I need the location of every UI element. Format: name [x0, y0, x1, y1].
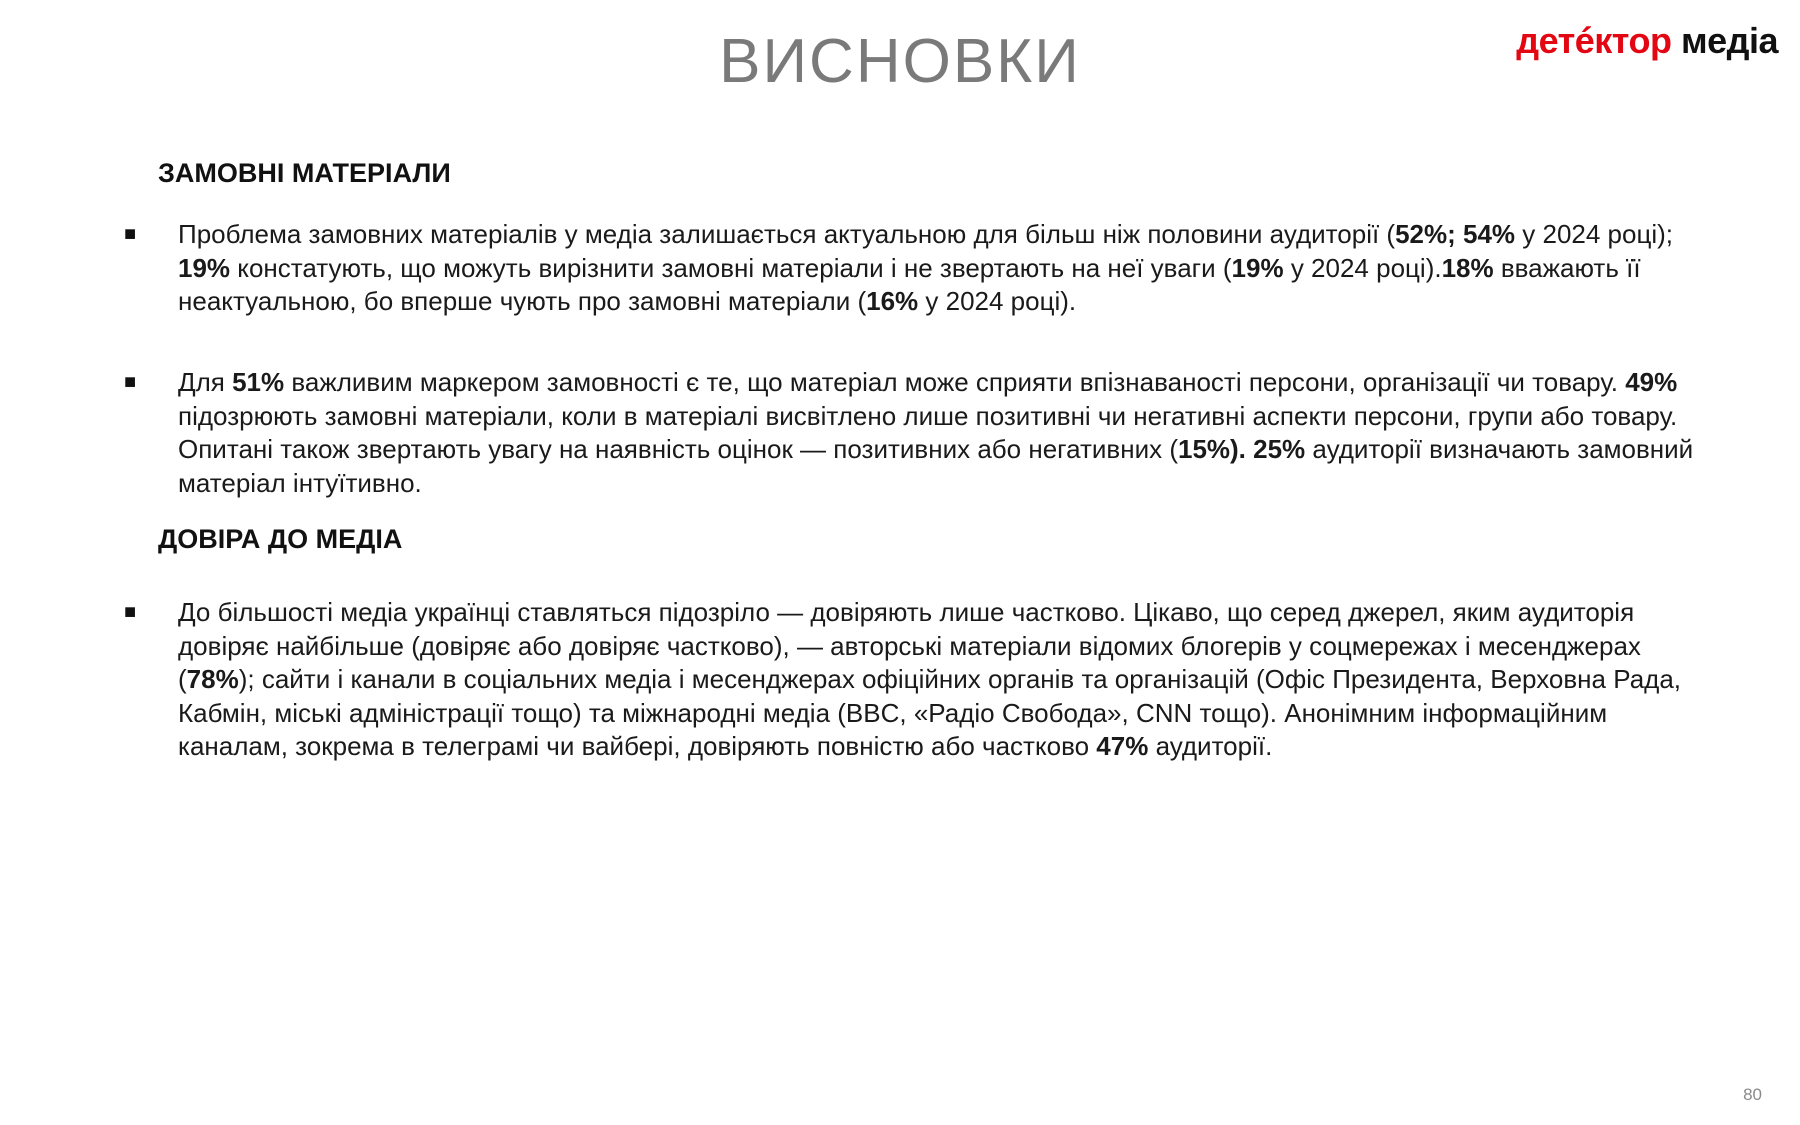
- bullet-marker-icon: ■: [124, 371, 137, 393]
- text-run: підозрюють замовні матеріали, коли в матеріалі висвітлено лише позитивні чи негативні аспекти персони, групи або товару. Опитані також звертають увагу на наявність оцінок — позитивних або негативних (: [178, 400, 1678, 464]
- text-run: аудиторії.: [1148, 731, 1273, 761]
- page-number: 80: [1743, 1085, 1762, 1104]
- logo-part-black: медіа: [1680, 20, 1778, 61]
- stat-value: 19%: [1231, 252, 1284, 283]
- section-heading-custom-materials: ЗАМОВНІ МАТЕРІАЛИ: [158, 158, 451, 188]
- stat-value: 52%; 54%: [1395, 219, 1516, 249]
- bullet-text: [178, 218, 1714, 319]
- page-title: ВИСНОВКИ: [719, 27, 1081, 96]
- stat-value: 18%: [1441, 252, 1494, 283]
- bullet-marker-icon: ■: [124, 601, 137, 623]
- stat-value: 49%: [1625, 367, 1678, 397]
- text-run: Проблема замовних матеріалів у медіа залишається актуальною для більш ніж половини аудиторії (: [178, 219, 1396, 249]
- text-run: вважають її неактуальною, бо вперше чують про замовні матеріали (: [178, 252, 1641, 316]
- bullet-text: [178, 366, 1714, 500]
- stat-value: 15%). 25%: [1177, 434, 1306, 464]
- stat-value: 16%: [866, 286, 919, 316]
- bullet-marker-icon: ■: [124, 223, 137, 245]
- text-run: констатують, що можуть вирізнити замовні матеріали і не звертають на неї уваги (: [230, 252, 1232, 283]
- stat-value: 51%: [232, 367, 285, 397]
- section-heading-media-trust: ДОВІРА ДО МЕДІА: [158, 524, 403, 554]
- bullet-custom-materials-problem: [124, 218, 1714, 319]
- text-run: у 2024 році).: [918, 286, 1077, 316]
- text-run: у 2024 році).: [1283, 252, 1442, 283]
- bullet-media-trust: [124, 596, 1714, 764]
- stat-value: 47%: [1096, 731, 1149, 761]
- text-run: До більшості медіа українці ставляться підозріло — довіряють лише частково. Цікаво, що серед джерел, яким аудиторія довіряє найбільше (довіряє або довіряє частково), — авторські матеріали відомих блогерів у соцмережах і месенджерах (: [178, 597, 1641, 694]
- text-run: аудиторії визначають замовний матеріал інтуїтивно.: [178, 434, 1694, 498]
- stat-value: 19%: [178, 252, 231, 283]
- bullet-text: [178, 596, 1714, 764]
- text-run: Для: [178, 367, 233, 397]
- text-run: у 2024 році);: [1515, 219, 1674, 249]
- stat-value: 78%: [186, 664, 239, 694]
- text-run: ); сайти і канали в соціальних медіа і месенджерах офіційних органів та організацій (Офіс Президента, Верховна Рада, Кабмін, міські адміністрації тощо) та міжнародні медіа (BBC, «Радіо Свобода», CNN тощо). Анонімним інформаційним каналам, зокрема в телеграмі чи вайбері, довіряють повністю або частково: [178, 664, 1682, 761]
- detector-media-logo: [1516, 20, 1778, 62]
- logo-part-red: детéктор: [1516, 20, 1672, 61]
- text-run: важливим маркером замовності є те, що матеріал може сприяти впізнаваності персони, організації чи товару.: [284, 367, 1626, 397]
- bullet-custom-materials-markers: [124, 366, 1714, 500]
